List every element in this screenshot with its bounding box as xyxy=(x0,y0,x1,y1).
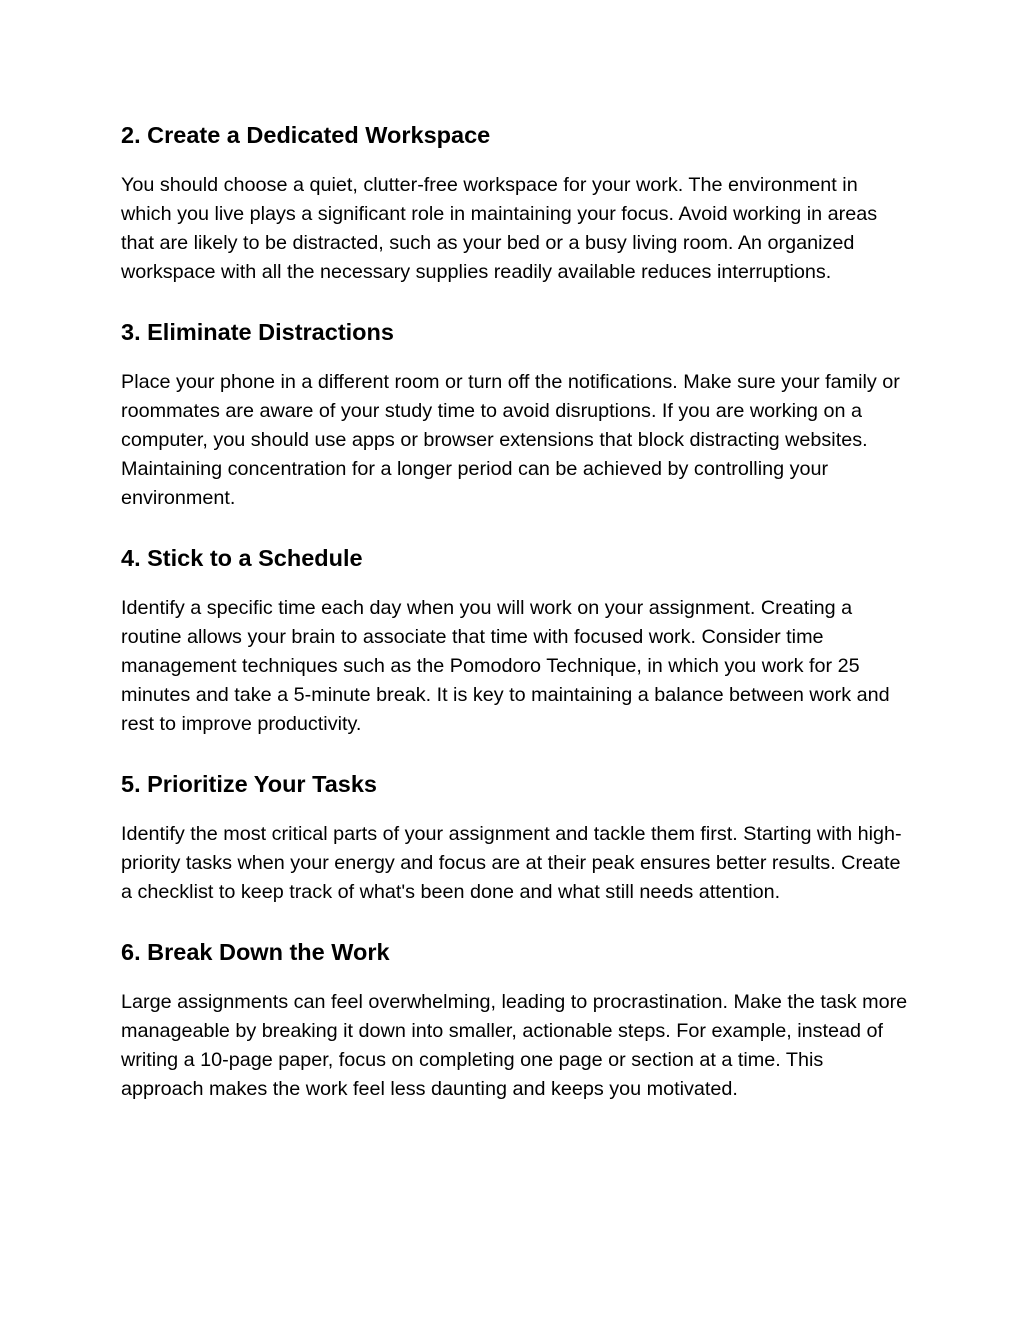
section-dedicated-workspace xyxy=(121,118,911,287)
section-heading: 4. Stick to a Schedule xyxy=(121,545,363,571)
section-heading: 6. Break Down the Work xyxy=(121,939,390,965)
section-eliminate-distractions xyxy=(121,315,911,513)
section-paragraph: Identify a specific time each day when you will work on your assignment. Creating a routine allows your brain to associate that time with focused work. Consider time management techniques such as the Pomodoro Technique, in which you work for 25 minutes and take a 5-minute break. It is key to maintaining a balance between work and rest to improve productivity. xyxy=(121,597,890,735)
section-heading: 3. Eliminate Distractions xyxy=(121,319,394,345)
section-paragraph: You should choose a quiet, clutter-free workspace for your work. The environment in which you live plays a significant role in maintaining your focus. Avoid working in areas that are likely to be distracted, such as your bed or a busy living room. An organized workspace with all the necessary supplies readily available reduces interruptions. xyxy=(121,174,878,283)
section-paragraph: Identify the most critical parts of your assignment and tackle them first. Starting with high-priority tasks when your energy and focus are at their peak ensures better results. Create a checklist to keep track of what's been done and what still needs attention. xyxy=(121,823,902,903)
section-heading: 2. Create a Dedicated Workspace xyxy=(121,122,491,148)
section-paragraph: Place your phone in a different room or turn off the notifications. Make sure your family or roommates are aware of your study time to avoid disruptions. If you are working on a computer, you should use apps or browser extensions that block distracting websites. Maintaining concentration for a longer period can be achieved by controlling your environment. xyxy=(121,371,900,509)
section-heading: 5. Prioritize Your Tasks xyxy=(121,771,377,797)
section-stick-to-schedule xyxy=(121,541,911,739)
section-prioritize-tasks xyxy=(121,767,911,907)
section-break-down-work xyxy=(121,935,911,1104)
section-paragraph: Large assignments can feel overwhelming, leading to procrastination. Make the task more manageable by breaking it down into smaller, actionable steps. For example, instead of writing a 10-page paper, focus on completing one page or section at a time. This approach makes the work feel less daunting and keeps you motivated. xyxy=(121,991,908,1100)
document-content xyxy=(121,118,911,1104)
